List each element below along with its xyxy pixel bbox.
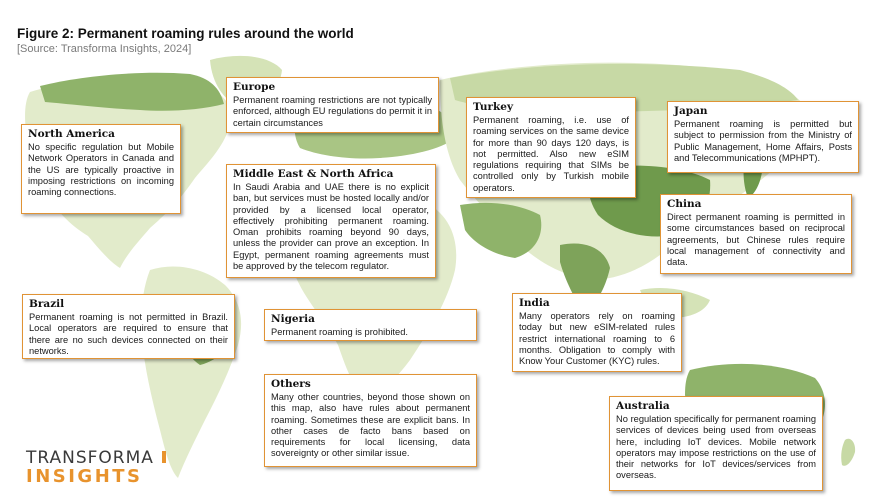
region-box-india <box>512 293 682 372</box>
region-text-europe: Permanent roaming restrictions are not typically enforced, although EU regulations do permit it in certain circumstances <box>233 95 432 128</box>
region-box-others <box>264 374 477 467</box>
new-zealand-land <box>841 439 855 466</box>
region-title-north-america: North America <box>28 128 115 140</box>
region-title-india: India <box>519 297 550 309</box>
transforma-insights-logo <box>26 449 154 487</box>
region-title-japan: Japan <box>674 105 708 117</box>
logo-mark-icon <box>162 451 166 463</box>
region-box-north-america <box>21 124 181 214</box>
region-title-brazil: Brazil <box>29 298 65 310</box>
region-box-china <box>660 194 852 274</box>
region-box-japan <box>667 101 859 173</box>
region-box-nigeria <box>264 309 477 341</box>
region-box-middle-east <box>226 164 436 278</box>
middle-east-land <box>460 203 541 258</box>
region-text-turkey: Permanent roaming, i.e. use of roaming services on the same device for more than 90 days 120 days, is not permitted. Also new eSIM regulations requiring that SIMs be controlled only by Turkish mobile operators. <box>473 115 629 193</box>
region-title-australia: Australia <box>616 400 670 412</box>
figure-title: Figure 2: Permanent roaming rules around the world <box>17 26 354 41</box>
region-text-china: Direct permanent roaming is permitted in some circumstances based on reciprocal agreements, but Chinese rules require local management of connectivity and data. <box>667 212 845 268</box>
region-box-brazil <box>22 294 235 359</box>
region-text-north-america: No specific regulation but Mobile Network Operators in Canada and the US are typically proactive in imposing restrictions on incoming roaming connections. <box>28 142 174 198</box>
region-title-others: Others <box>271 378 311 390</box>
logo-line-insights: INSIGHTS <box>26 466 143 487</box>
region-title-turkey: Turkey <box>473 101 514 113</box>
figure-source: [Source: Transforma Insights, 2024] <box>17 43 192 55</box>
region-text-australia: No regulation specifically for permanent roaming services of devices being used from overseas here, including IoT devices. Mobile network operators may impose restrictions on the use of their networks for IoT devices/services from overseas. <box>616 414 816 481</box>
region-text-india: Many operators rely on roaming today but new eSIM-related rules restrict international roaming to 6 months. Obligation to comply with Know Your Customer (KYC) rules. <box>519 311 675 367</box>
region-text-others: Many other countries, beyond those shown on this map, also have rules about permanent roaming. Sometimes these are explicit bans. In other cases de facto bans based on requirements for local licensing, data sovereignty or other similar issue. <box>271 392 470 459</box>
region-title-nigeria: Nigeria <box>271 313 315 325</box>
region-text-japan: Permanent roaming is permitted but subject to permission from the Ministry of Public Management, Home Affairs, Posts and Telecommunications (MPHPT). <box>674 119 852 163</box>
region-text-nigeria: Permanent roaming is prohibited. <box>271 327 408 337</box>
region-title-middle-east: Middle East & North Africa <box>233 168 394 180</box>
logo-line-transforma: TRANSFORMA <box>26 448 154 468</box>
region-box-turkey <box>466 97 636 198</box>
region-text-brazil: Permanent roaming is not permitted in Brazil. Local operators are required to ensure that there are no such devices connected on their networks. <box>29 312 228 356</box>
region-title-china: China <box>667 198 702 210</box>
region-box-europe <box>226 77 439 133</box>
region-text-middle-east: In Saudi Arabia and UAE there is no explicit ban, but services must be hosted locally and/or provided by a licensed local operator, effectively prohibiting permanent roaming. Oman prohibits roaming beyond 90 days, unless the provider can prove an exception. In Egypt, permanent roaming agreements must be approved by the telecom regulator. <box>233 182 429 272</box>
region-title-europe: Europe <box>233 81 276 93</box>
region-box-australia <box>609 396 823 491</box>
